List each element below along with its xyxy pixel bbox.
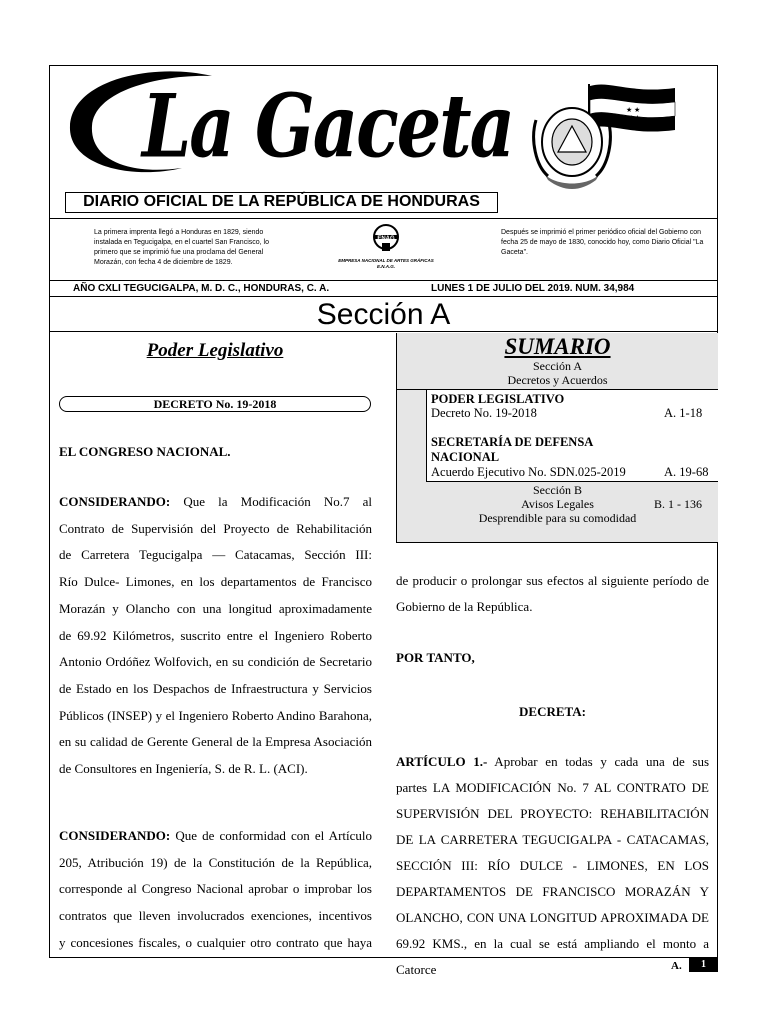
considerando-2-label: CONSIDERANDO: — [59, 828, 171, 843]
articulo-1-label: ARTÍCULO 1.- — [396, 754, 488, 769]
articulo-1: ARTÍCULO 1.- Aprobar en todas y cada una de sus partes LA MODIFICACIÓN No. 7 AL CONTRATO DE SUPERVISIÓN DEL PROYECTO: REHABILITACIÓN DE LA CARRETERA TEGUCIGALPA - CATACAMAS, SECCIÓN III: RÍO DULCE - LIMONES, EN LOS DEPARTAMENTOS DE FRANCISCO MORAZÁN Y OLANCHO, CON UNA LONGITUD APROXIMADA DE 69.92 KMS., en la cual se está ampliando el monto a Catorce — [396, 754, 709, 977]
sumario-acuerdo[interactable]: Acuerdo Ejecutivo No. SDN.025-2019 — [431, 465, 626, 479]
masthead-title: La Gaceta — [142, 74, 513, 178]
masthead-subtitle: DIARIO OFICIAL DE LA REPÚBLICA DE HONDURAS — [65, 192, 498, 213]
enag-logo — [330, 223, 442, 270]
continuation-paragraph: de producir o prolongar sus efectos al siguiente período de Gobierno de la República. — [396, 573, 709, 614]
sumario-acuerdo-pages: A. 19-68 — [664, 465, 709, 479]
sumario-title: SUMARIO — [504, 334, 611, 359]
decree-number: DECRETO No. 19-2018 — [59, 396, 371, 412]
decreta-heading: DECRETA: — [519, 704, 586, 719]
history-note-left: La primera imprenta llegó a Honduras en 1829, siendo instalada en Tegucigalpa, en el cuartel San Francisco, lo primero que se imprimió fue una proclama del General Morazán, con fecha 4 de diciembre de 1829. — [94, 229, 269, 266]
considerando-2: CONSIDERANDO: Que de conformidad con el Artículo 205, Atribución 19) de la Constitución de la República, corresponde al Congreso Nacional aprobar o improbar los contratos que lleven involucrados exenciones, incentivos y concesiones fiscales, o cualquier otro contrato que haya — [59, 828, 372, 950]
sumario-avisos-pages: B. 1 - 136 — [654, 497, 702, 511]
svg-text:★ ★: ★ ★ — [626, 106, 641, 114]
sumario-section-b: Sección B Avisos Legales B. 1 - 136 Desprendible para su comodidad — [397, 483, 718, 525]
sumario-secretaria: SECRETARÍA DE DEFENSA — [431, 435, 594, 449]
footer-section-label: A. — [671, 960, 682, 972]
masthead-divider — [49, 218, 718, 219]
page-number: 1 — [689, 958, 718, 972]
poder-legislativo-heading: Poder Legislativo — [146, 340, 284, 361]
considerando-1: CONSIDERANDO: Que la Modificación No.7 al Contrato de Supervisión del Proyecto de Rehabilitación de Carretera Tegucigalpa — Catacamas, Sección III: Río Dulce- Limones, en los departamentos de Francisco Morazán y Olancho con una longitud aproximadamente de 69.92 Kilómetros, suscrito entre el Ingeniero Roberto Antonio Ordóñez Wolfovich, en su condición de Secretario de Estado en los Despachos de Infraestructura y Servicios Públicos (INSEP) y el Ingeniero Roberto Andino Barahona, en su calidad de Gerente General de la Empresa Asociación de Consultores en Ingeniería, S. de R. L. (ACI). — [59, 494, 372, 777]
enag-acronym: E.N.A.G. — [376, 264, 395, 269]
sumario-poder-legislativo: PODER LEGISLATIVO — [431, 392, 565, 406]
enag-caption: EMPRESA NACIONAL DE ARTES GRÁFICAS — [338, 258, 434, 263]
sumario-desprendible: Desprendible para su comodidad — [478, 511, 637, 525]
issue-year-location: AÑO CXLI TEGUCIGALPA, M. D. C., HONDURAS, C. A. — [73, 283, 330, 294]
sumario-secretaria-cont: NACIONAL — [431, 450, 500, 464]
section-title: Sección A — [49, 297, 718, 332]
svg-text:★★: ★★ — [628, 114, 641, 122]
sumario-decreto-pages: A. 1-18 — [664, 406, 703, 420]
congress-heading: EL CONGRESO NACIONAL. — [59, 444, 231, 459]
sumario-index — [426, 390, 718, 482]
sumario-section-a: Sección A Decretos y Acuerdos — [397, 359, 718, 390]
sumario-avisos[interactable]: Avisos Legales — [521, 497, 594, 511]
sumario-box — [396, 333, 718, 543]
history-note-right: Después se imprimió el primer periódico oficial del Gobierno con fecha 25 de mayo de 1830, conocido hoy, como Diario Oficial "La Gaceta". — [501, 229, 704, 256]
enag-emblem-icon — [364, 223, 408, 253]
issue-bar — [49, 280, 718, 297]
por-tanto-heading: POR TANTO, — [396, 650, 475, 665]
coat-of-arms-icon — [530, 80, 680, 198]
enag-badge-text: ENAG — [377, 236, 395, 242]
sumario-decreto[interactable]: Decreto No. 19-2018 — [431, 406, 537, 420]
issue-date-number: LUNES 1 DE JULIO DEL 2019. NUM. 34,984 — [431, 283, 635, 294]
considerando-1-label: CONSIDERANDO: — [59, 494, 171, 509]
